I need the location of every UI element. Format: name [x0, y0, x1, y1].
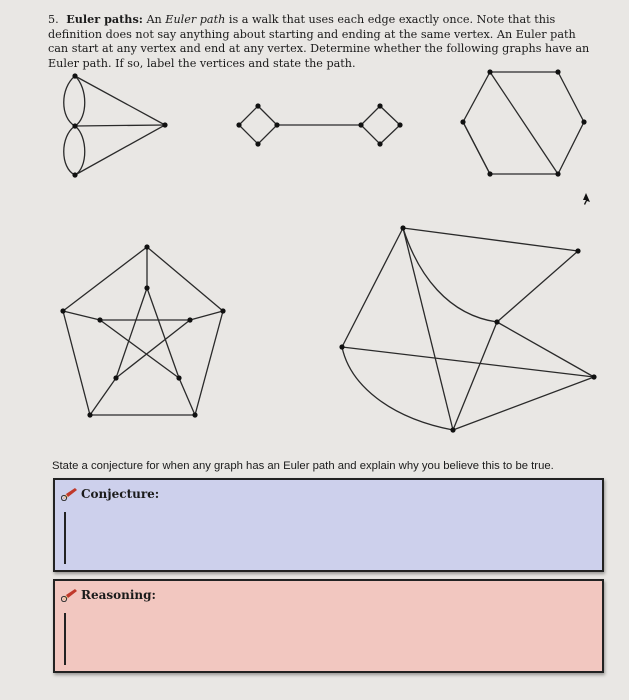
problem-number: 5.	[48, 13, 59, 26]
vertex	[87, 412, 92, 417]
vertex	[581, 119, 586, 124]
vertex	[450, 427, 455, 432]
graph-2-diamond-right	[361, 106, 400, 144]
graph-2-diamond-left	[239, 106, 277, 144]
graph-5	[342, 228, 594, 430]
pencil-icon	[61, 487, 79, 501]
vertex	[192, 412, 197, 417]
vertex	[255, 103, 260, 108]
graph-1-edge	[75, 76, 165, 125]
vertex	[487, 69, 492, 74]
graph-1-edge	[75, 76, 85, 126]
mouse-cursor-icon	[583, 193, 590, 205]
reasoning-label	[61, 588, 156, 602]
problem-text-an: An	[146, 13, 162, 26]
euler-path-term: Euler path	[165, 13, 226, 26]
graph-1-edge	[64, 76, 75, 126]
vertex	[220, 308, 225, 313]
graph-1-edge	[75, 126, 85, 175]
vertex	[274, 122, 279, 127]
graph-4	[63, 247, 223, 415]
vertex	[358, 122, 363, 127]
reasoning-label-text: Reasoning:	[81, 588, 156, 602]
graph-3-diagonal	[490, 72, 558, 174]
vertex	[113, 375, 118, 380]
vertex	[377, 103, 382, 108]
graph-1-edge	[75, 125, 165, 175]
graph-1-edge	[75, 125, 165, 126]
conjecture-box[interactable]	[53, 478, 604, 572]
vertex	[144, 244, 149, 249]
vertex	[236, 122, 241, 127]
pencil-icon	[61, 588, 79, 602]
vertex	[255, 141, 260, 146]
vertex	[460, 119, 465, 124]
conjecture-prompt: State a conjecture for when any graph has an Euler path and explain why you believe this to be true.	[52, 460, 554, 472]
vertex	[397, 122, 402, 127]
vertex	[555, 171, 560, 176]
conjecture-text-cursor	[64, 512, 66, 564]
vertex	[339, 344, 344, 349]
conjecture-label	[61, 487, 159, 501]
conjecture-label-text: Conjecture:	[81, 487, 160, 501]
reasoning-box[interactable]	[53, 579, 604, 673]
vertex	[400, 225, 405, 230]
graph-1-edge	[64, 126, 75, 175]
vertex	[494, 319, 499, 324]
vertex	[591, 374, 596, 379]
vertex	[176, 375, 181, 380]
graph-1	[64, 76, 165, 175]
vertex	[555, 69, 560, 74]
problem-title: Euler paths:	[66, 12, 143, 26]
vertex	[162, 122, 167, 127]
graph-3-diagonal	[463, 122, 490, 174]
vertex	[144, 285, 149, 290]
graph-3	[463, 72, 584, 174]
vertex	[575, 248, 580, 253]
reasoning-text-cursor	[64, 613, 66, 665]
problem-body: is a walk that uses each edge exactly once. Note that this definition does not say anything about starting and ending at the same vertex. An Euler path can start at any vertex and end at any vertex. Determine whether the following graphs have an Euler path. If so, label the vertices and state the path.	[48, 13, 590, 70]
graph-4-outer-pentagon	[63, 247, 223, 415]
vertex	[97, 317, 102, 322]
vertex	[72, 172, 77, 177]
vertex	[72, 123, 77, 128]
vertex	[487, 171, 492, 176]
vertex	[377, 141, 382, 146]
graph-2	[239, 106, 400, 144]
vertex	[187, 317, 192, 322]
vertex	[72, 73, 77, 78]
vertex	[60, 308, 65, 313]
